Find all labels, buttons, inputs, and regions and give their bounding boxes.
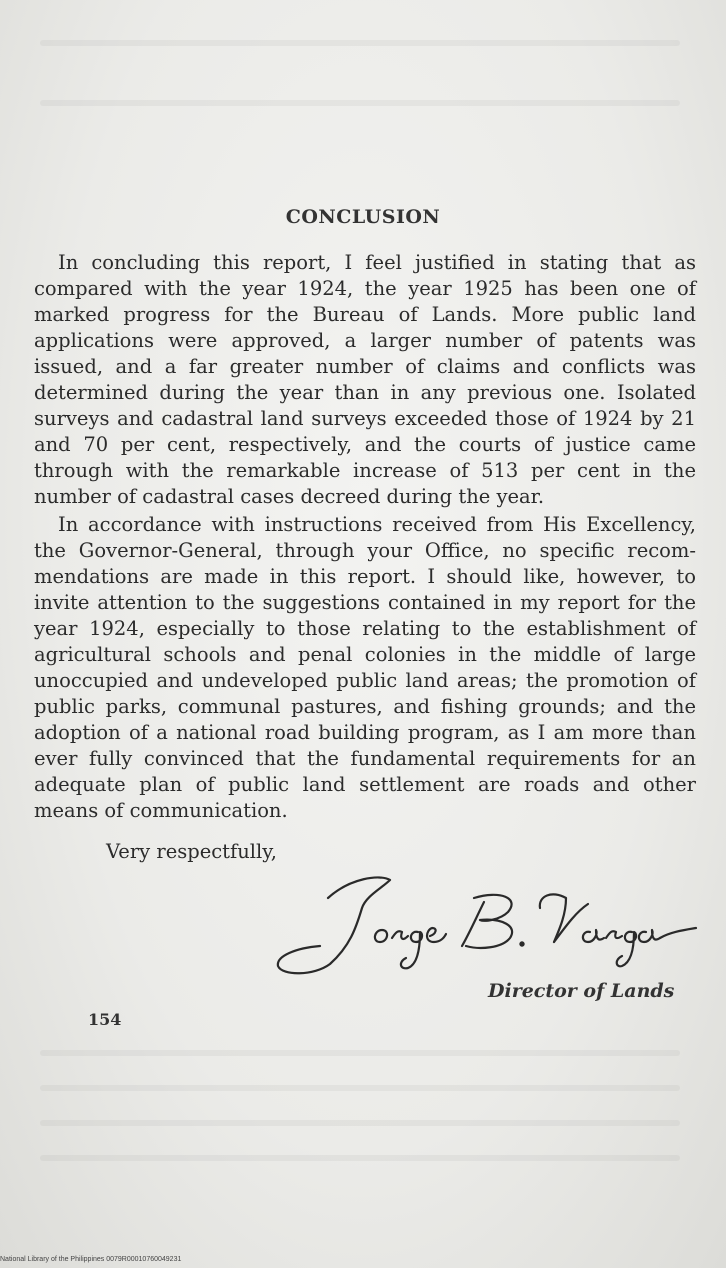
section-title: CONCLUSION — [285, 206, 441, 228]
paragraph-2: In accordance with instructions received from His Excellency, the Governor-General, through your Office, no specific recommendations are made in this report. I should like, however, to invite attention to the suggestions contained in my report for the year 1924, especially to those relating to the establishment of agricultural schools and penal colonies in the middle of large unoccupied and undeveloped public land areas; the promotion of public parks, communal pastures, and fishing grounds; and the adoption of a national road building program, as I am more than ever fully convinced that the fundamental requirements for an adequate plan of public land settlement are roads and other means of communication. — [34, 513, 696, 822]
bleed-through-line — [40, 1050, 680, 1056]
bleed-through-line — [40, 1120, 680, 1126]
handwritten-signature — [270, 868, 700, 978]
bleed-through-line — [40, 1085, 680, 1091]
closing-salutation: Very respectfully, — [106, 840, 277, 863]
scan-credit-footer: National Library of the Philippines 0079R00010760049231 — [0, 1256, 182, 1263]
paragraph-1: In concluding this report, I feel justified in stating that as compared with the year 1924, the year 1925 has been one of marked progress for the Bureau of Lands. More public land applications were approved, a larger number of patents was issued, and a far greater number of claims and conflicts was determined during the year than in any previous one. Isolated surveys and cadastral land surveys exceeded those of 1924 by 21 and 70 per cent, respectively, and the courts of justice came through with the remarkable increase of 513 per cent in the number of cadastral cases decreed during the year. — [34, 251, 696, 508]
signatory-title: Director of Lands — [488, 980, 675, 1002]
page-number: 154 — [88, 1010, 122, 1029]
bleed-through-line — [40, 1155, 680, 1161]
bleed-through-line — [40, 100, 680, 106]
bleed-through-line — [40, 40, 680, 46]
